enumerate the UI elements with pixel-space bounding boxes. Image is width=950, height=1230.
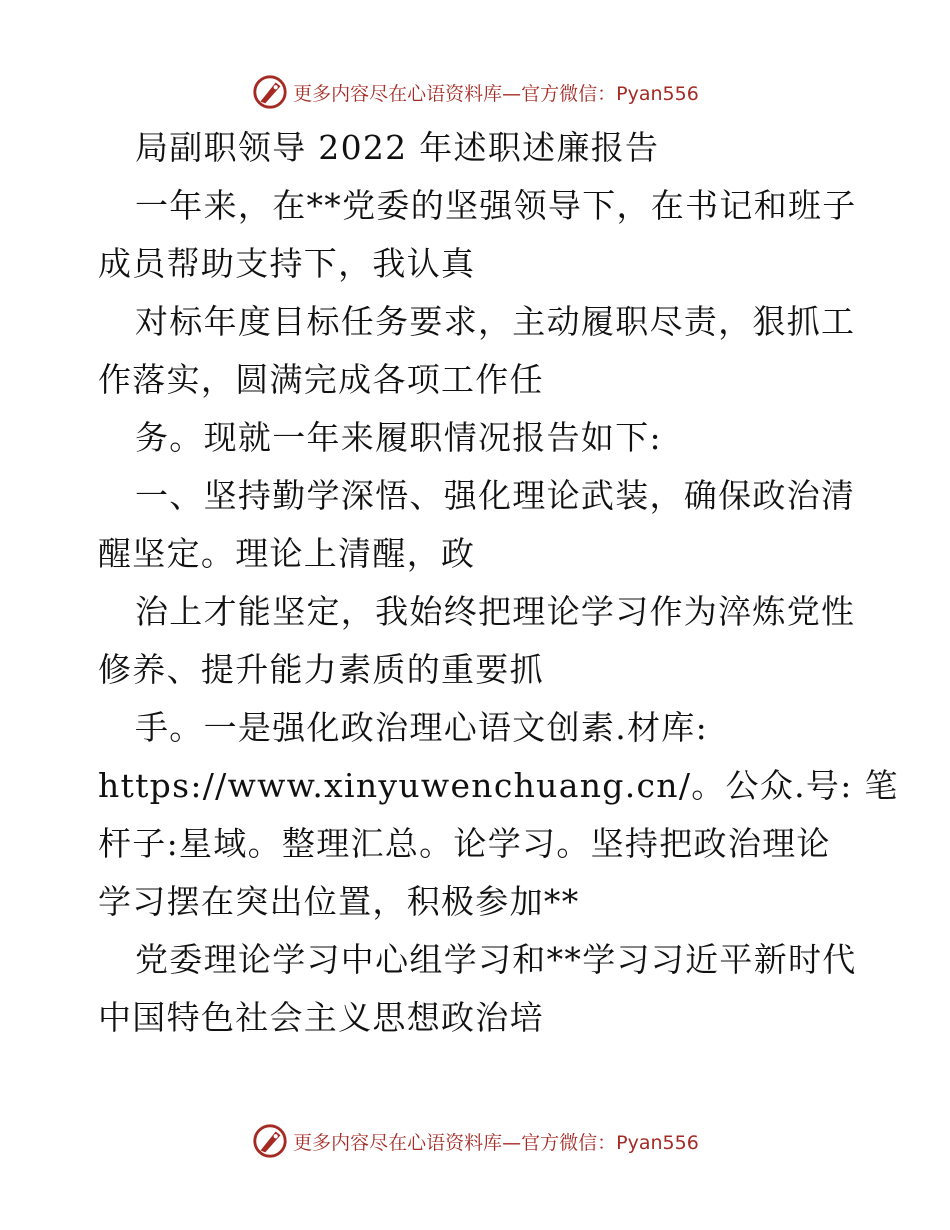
text-line: 成员帮助支持下，我认真 — [98, 244, 476, 283]
text-line: https://www.xinyuwenchuang.cn/。公众.号: 笔 — [98, 766, 899, 805]
footer-banner — [0, 1121, 950, 1161]
text-line: 作落实，圆满完成各项工作任 — [98, 360, 544, 399]
banner-text: 更多内容尽在心语资料库—官方微信：Pyan556 — [293, 1131, 699, 1154]
pen-nib-circle-logo-icon — [251, 1122, 289, 1160]
text-line: 手。一是强化政治理心语文创素.材库: — [135, 708, 709, 747]
banner-text: 更多内容尽在心语资料库—官方微信：Pyan556 — [293, 82, 699, 105]
text-line: 一年来，在**党委的坚强领导下，在书记和班子 — [135, 186, 857, 225]
text-line: 修养、提升能力素质的重要抓 — [98, 650, 544, 689]
text-line: 对标年度目标任务要求，主动履职尽责，狠抓工 — [135, 302, 856, 341]
text-line: 醒坚定。理论上清醒，政 — [98, 534, 476, 573]
pen-nib-circle-logo-icon — [251, 73, 289, 111]
text-line: 一、坚持勤学深悟、强化理论武装，确保政治清 — [135, 476, 856, 515]
text-line: 中国特色社会主义思想政治培 — [98, 998, 544, 1037]
document-title: 局副职领导 2022 年述职述廉报告 — [135, 128, 660, 167]
text-line: 杆子:星域。整理汇总。论学习。坚持把政治理论 — [98, 824, 831, 863]
text-line: 务。现就一年来履职情况报告如下: — [135, 418, 662, 457]
text-line: 党委理论学习中心组学习和**学习习近平新时代 — [135, 940, 857, 979]
header-banner — [0, 72, 950, 112]
text-line: 学习摆在突出位置，积极参加** — [98, 882, 580, 921]
text-line: 治上才能坚定，我始终把理论学习作为淬炼党性 — [135, 592, 856, 631]
